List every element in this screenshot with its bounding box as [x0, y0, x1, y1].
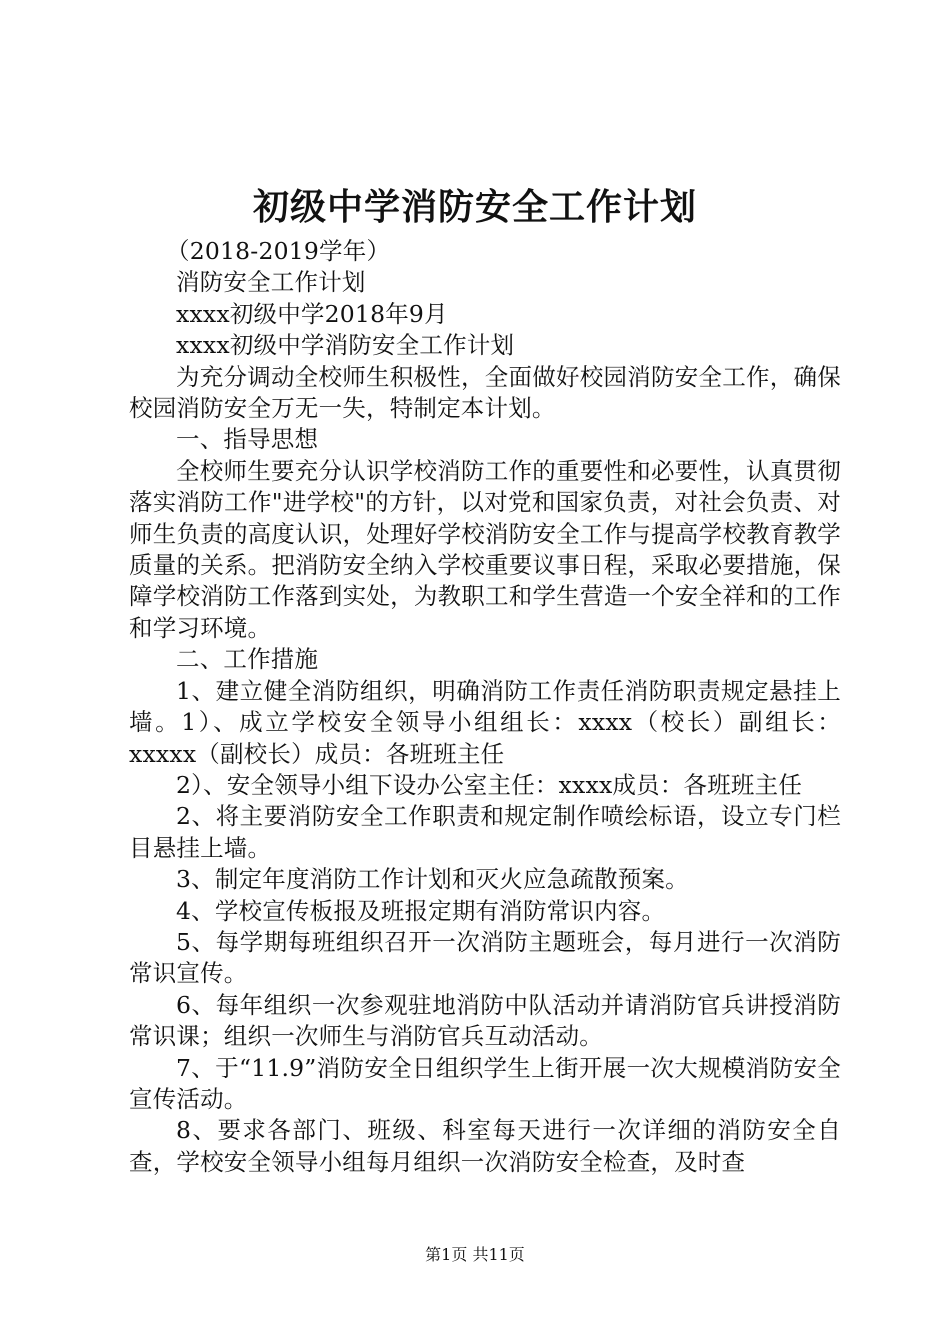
author-date-line: xxxx初级中学2018年9月	[176, 299, 448, 328]
school-year-line: （2018-2019学年）	[166, 237, 391, 265]
measure-item: 6、每年组织一次参观驻地消防中队活动并请消防官兵讲授消防常识课；组织一次师生与消防官兵互动活动。	[129, 990, 841, 1051]
measure-item: 7、于“11.9”消防安全日组织学生上街开展一次大规模消防安全宣传活动。	[129, 1053, 841, 1113]
guiding-ideology-paragraph: 全校师生要充分认识学校消防工作的重要性和必要性，认真贯彻落实消防工作"进学校"的方针，以对党和国家负责，对社会负责、对师生负责的高度认识，处理好学校消防安全工作与提高学校教育教学质量的关系。把消防安全纳入学校重要议事日程，采取必要措施，保障学校消防工作落到实处，为教职工和学生营造一个安全祥和的工作和学习环境。	[129, 456, 841, 642]
measure-item: 1、建立健全消防组织，明确消防工作责任消防职责规定悬挂上墙。1）、成立学校安全领导小组组长：xxxx（校长）副组长：xxxxx（副校长）成员：各班班主任	[129, 676, 841, 768]
page-number-footer: 第1页 共11页	[425, 1245, 525, 1264]
document-body	[129, 236, 841, 1178]
measure-item: 3、制定年度消防工作计划和灭火应急疏散预案。	[176, 865, 689, 894]
measure-item: 5、每学期每班组织召开一次消防主题班会，每月进行一次消防常识宣传。	[129, 927, 841, 988]
measure-item: 4、学校宣传板报及班报定期有消防常识内容。	[176, 896, 666, 925]
intro-paragraph: 为充分调动全校师生积极性，全面做好校园消防安全工作，确保校园消防安全万无一失，特制定本计划。	[129, 362, 841, 423]
subtitle-line: 消防安全工作计划	[176, 268, 366, 297]
section-heading-guiding-ideology: 一、指导思想	[176, 425, 319, 454]
plan-heading-line: xxxx初级中学消防安全工作计划	[176, 331, 515, 360]
measure-item: 2）、安全领导小组下设办公室主任：xxxx成员：各班班主任	[176, 770, 803, 799]
measure-item: 8、要求各部门、班级、科室每天进行一次详细的消防安全自查，学校安全领导小组每月组织一次消防安全检查，及时查	[129, 1116, 841, 1176]
section-heading-measures: 二、工作措施	[176, 645, 319, 674]
document-title: 初级中学消防安全工作计划	[252, 186, 697, 228]
measure-item: 2、将主要消防安全工作职责和规定制作喷绘标语，设立专门栏目悬挂上墙。	[129, 802, 841, 862]
